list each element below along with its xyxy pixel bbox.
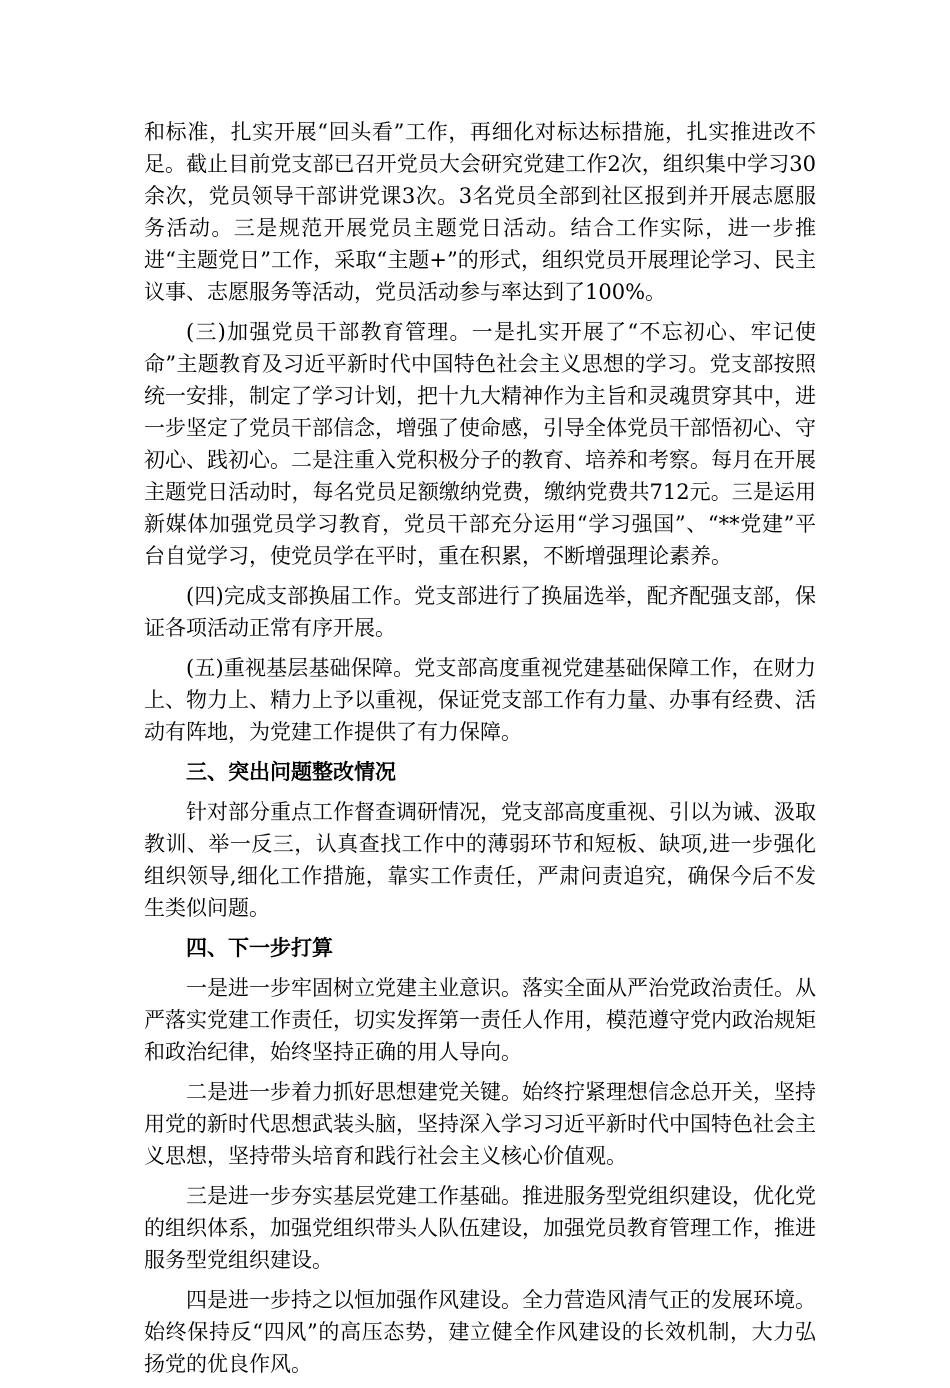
paragraph-next-step-1: 一是进一步牢固树立党建主业意识。落实全面从严治党政治责任。从严落实党建工作责任，切实发挥第一责任人作用，模范遵守党内政治规矩和政治纪律，始终坚持正确的用人导向。 [144, 976, 816, 1064]
paragraph-next-step-3: 三是进一步夯实基层党建工作基础。推进服务型党组织建设，优化党的组织体系，加强党组织带头人队伍建设，加强党员教育管理工作，推进服务型党组织建设。 [144, 1184, 816, 1272]
paragraph-next-step-2: 二是进一步着力抓好思想建党关键。始终拧紧理想信念总开关，坚持用党的新时代思想武装头脑，坚持深入学习习近平新时代中国特色社会主义思想，坚持带头培育和践行社会主义核心价值观。 [144, 1080, 816, 1168]
heading-next-steps: 四、下一步打算 [186, 936, 333, 960]
heading-problem-rectification: 三、突出问题整改情况 [186, 760, 396, 784]
paragraph-rectification: 针对部分重点工作督查调研情况，党支部高度重视、引以为诫、汲取教训、举一反三，认真查找工作中的薄弱环节和短板、缺项,进一步强化组织领导,细化工作措施，靠实工作责任，严肃问责追究，确保今后不发生类似问题。 [144, 800, 816, 920]
document-page [144, 116, 816, 1388]
paragraph-section-3: (三)加强党员干部教育管理。一是扎实开展了“不忘初心、牢记使命”主题教育及习近平新时代中国特色社会主义思想的学习。党支部按照统一安排，制定了学习计划，把十九大精神作为主旨和灵魂贯穿其中，进一步坚定了党员干部信念，增强了使命感，引导全体党员干部悟初心、守初心、践初心。二是注重入党积极分子的教育、培养和考察。每月在开展主题党日活动时，每名党员足额缴纳党费，缴纳党费共712元。三是运用新媒体加强党员学习教育，党员干部充分运用“学习强国”、“**党建”平台自觉学习，使党员学在平时，重在积累，不断增强理论素养。 [144, 320, 816, 568]
paragraph-section-5: (五)重视基层基础保障。党支部高度重视党建基础保障工作，在财力上、物力上、精力上予以重视，保证党支部工作有力量、办事有经费、活动有阵地，为党建工作提供了有力保障。 [144, 656, 816, 744]
paragraph-continuation: 和标准，扎实开展“回头看”工作，再细化对标达标措施，扎实推进改不足。截止目前党支部已召开党员大会研究党建工作2次，组织集中学习30余次，党员领导干部讲党课3次。3名党员全部到社区报到并开展志愿服务活动。三是规范开展党员主题党日活动。结合工作实际，进一步推进“主题党日”工作，采取“主题+”的形式，组织党员开展理论学习、民主议事、志愿服务等活动，党员活动参与率达到了100%。 [144, 120, 816, 304]
paragraph-section-4: (四)完成支部换届工作。党支部进行了换届选举，配齐配强支部，保证各项活动正常有序开展。 [144, 584, 816, 640]
paragraph-next-step-4: 四是进一步持之以恒加强作风建设。全力营造风清气正的发展环境。始终保持反“四风”的高压态势，建立健全作风建设的长效机制，大力弘扬党的优良作风。 [144, 1288, 816, 1376]
